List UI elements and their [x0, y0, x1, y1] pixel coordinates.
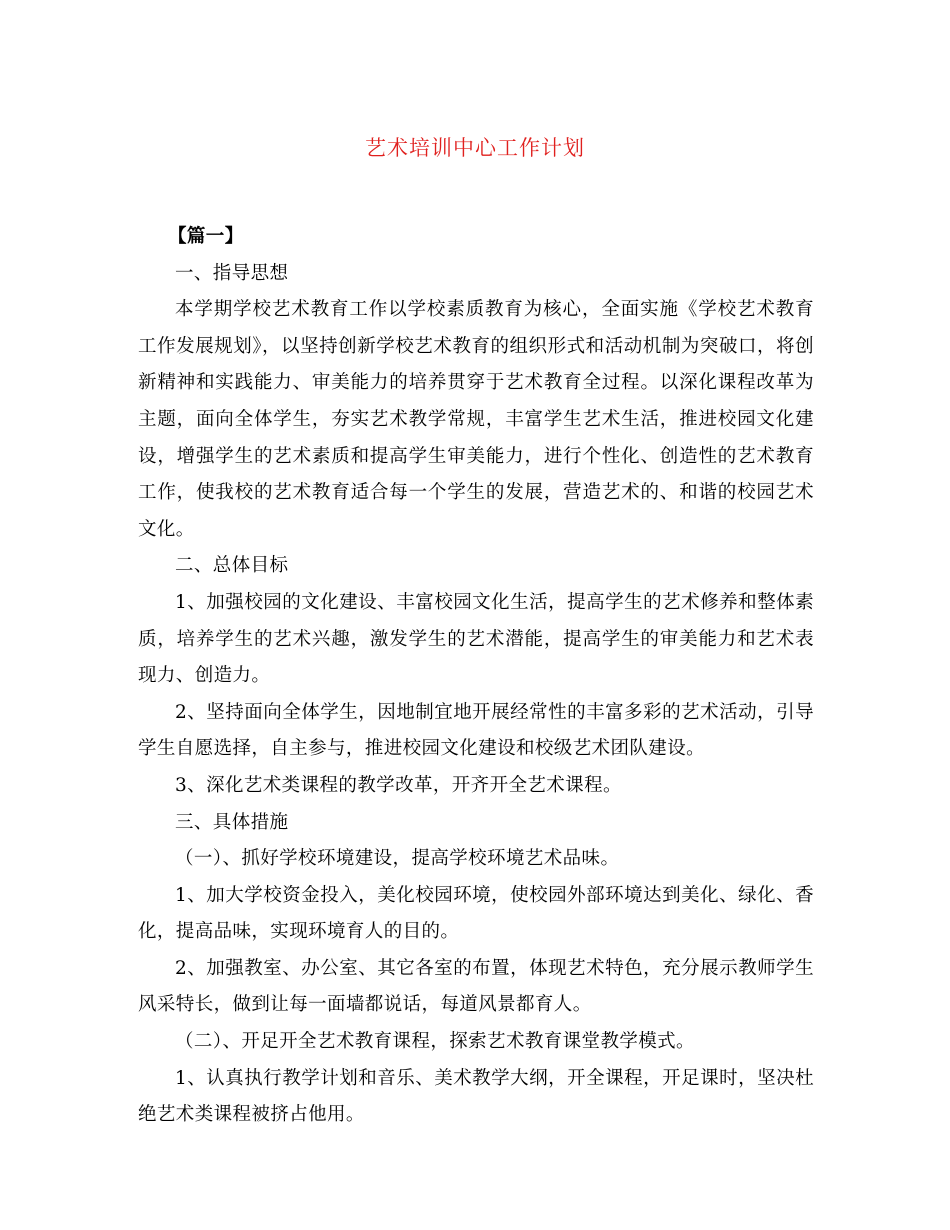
paragraph-goal-3: 3、深化艺术类课程的教学改革，开齐开全艺术课程。	[175, 774, 622, 796]
paragraph-measure-1: 1、加大学校资金投入，美化校园环境，使校园外部环境达到美化、绿化、香化，提高品味，实现环境育人的目的。	[138, 884, 814, 943]
subheading-curriculum: （二）、开足开全艺术教育课程，探索艺术教育课堂教学模式。	[175, 1031, 695, 1053]
heading-guiding-ideology: 一、指导思想	[175, 262, 289, 284]
subheading-environment: （一）、抓好学校环境建设，提高学校环境艺术品味。	[175, 848, 620, 870]
paragraph-goal-1: 1、加强校园的文化建设、丰富校园文化生活，提高学生的艺术修养和整体素质，培养学生的艺术兴趣，激发学生的艺术潜能，提高学生的审美能力和艺术表现力、创造力。	[138, 591, 814, 687]
heading-specific-measures: 三、具体措施	[175, 811, 289, 833]
heading-overall-goals: 二、总体目标	[175, 555, 289, 577]
paragraph-measure-2: 2、加强教室、办公室、其它各室的布置，体现艺术特色，充分展示教师学生风采特长，做到让每一面墙都说话，每道风景都育人。	[138, 957, 814, 1016]
paragraph-curriculum-1: 1、认真执行教学计划和音乐、美术教学大纲，开全课程，开足课时，坚决杜绝艺术类课程被挤占他用。	[138, 1067, 814, 1126]
document-body	[138, 219, 814, 1134]
document-title: 艺术培训中心工作计划	[365, 136, 585, 160]
section-label: 【篇一】	[168, 226, 244, 247]
paragraph-guiding-ideology: 本学期学校艺术教育工作以学校素质教育为核心，全面实施《学校艺术教育工作发展规划》，以坚持创新学校艺术教育的组织形式和活动机制为突破口，将创新精神和实践能力、审美能力的培养贯穿于艺术教育全过程。以深化课程改革为主题，面向全体学生，夯实艺术教学常规，丰富学生艺术生活，推进校园文化建设，增强学生的艺术素质和提高学生审美能力，进行个性化、创造性的艺术教育工作，使我校的艺术教育适合每一个学生的发展，营造艺术的、和谐的校园艺术文化。	[138, 299, 814, 540]
paragraph-goal-2: 2、坚持面向全体学生，因地制宜地开展经常性的丰富多彩的艺术活动，引导学生自愿选择，自主参与，推进校园文化建设和校级艺术团队建设。	[138, 701, 814, 760]
